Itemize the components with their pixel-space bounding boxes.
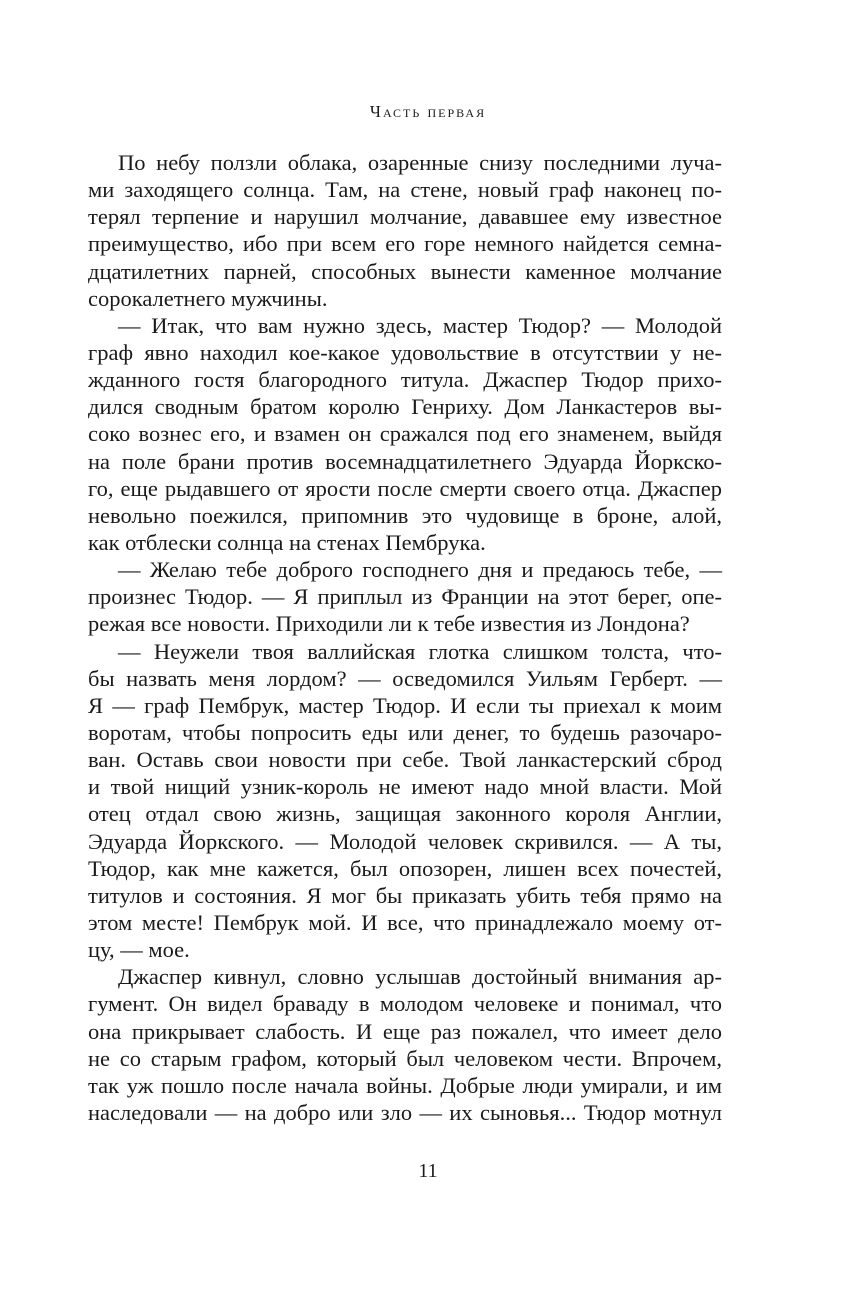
text-line: бы назвать меня лордом? — осведомился Уильям Герберт. — xyxy=(88,665,722,691)
text-line: этом месте! Пембрук мой. И все, что принадлежало моему от- xyxy=(88,909,722,935)
text-line: граф явно находил кое-какое удовольствие в отсутствии у не- xyxy=(88,339,722,365)
text-line: Тюдор, как мне кажется, был опозорен, лишен всех почестей, xyxy=(88,855,722,881)
text-line: го, еще рыдавшего от ярости после смерти своего отца. Джаспер xyxy=(88,475,722,501)
running-head: Часть первая xyxy=(369,102,487,121)
text-line: как отблески солнца на стенах Пембрука. xyxy=(88,529,486,555)
text-line: отец отдал свою жизнь, защищая законного короля Англии, xyxy=(88,801,722,827)
text-line: цу, — мое. xyxy=(88,937,190,963)
text-line: дцатилетних парней, способных вынести каменное молчание xyxy=(88,258,722,284)
text-line: произнес Тюдор. — Я приплыл из Франции на этот берег, опе- xyxy=(88,584,722,610)
text-line: Я — граф Пембрук, мастер Тюдор. И если ты приехал к моим xyxy=(88,692,722,718)
text-line: — Итак, что вам нужно здесь, мастер Тюдор? — Молодой xyxy=(118,312,722,338)
text-line: сорокалетнего мужчины. xyxy=(88,285,328,311)
text-line: преимущество, ибо при всем его горе немного найдется семна- xyxy=(88,231,722,257)
text-line: титулов и состояния. Я мог бы приказать убить тебя прямо на xyxy=(88,882,722,908)
text-line: не со старым графом, который был человеком чести. Впрочем, xyxy=(88,1045,722,1071)
text-line: Джаспер кивнул, словно услышав достойный внимания ар- xyxy=(118,964,722,990)
page-number: 11 xyxy=(418,1160,438,1182)
text-line: — Неужели твоя валлийская глотка слишком толста, что- xyxy=(118,638,722,664)
text-line: она прикрывает слабость. И еще раз пожалел, что имеет дело xyxy=(88,1018,722,1044)
text-line: наследовали — на добро или зло — их сыновья... Тюдор мотнул xyxy=(88,1099,722,1125)
text-line: дился сводным братом королю Генриху. Дом Ланкастеров вы- xyxy=(88,394,722,420)
text-line: соко вознес его, и взамен он сражался под его знаменем, выйдя xyxy=(88,421,722,447)
text-line: ван. Оставь свои новости при себе. Твой ланкастерский сброд xyxy=(88,747,722,773)
text-line: невольно поежился, припомнив это чудовище в броне, алой, xyxy=(88,502,722,528)
text-line: Эдуарда Йоркского. — Молодой человек скривился. — А ты, xyxy=(88,828,722,854)
text-line: ми заходящего солнца. Там, на стене, новый граф наконец по- xyxy=(88,177,722,203)
text-line: режая все новости. Приходили ли к тебе известия из Лондона? xyxy=(88,611,690,637)
text-line: — Желаю тебе доброго господнего дня и предаюсь тебе, — xyxy=(118,557,722,583)
text-line: По небу ползли облака, озаренные снизу последними луча- xyxy=(118,150,722,175)
text-line: так уж пошло после начала войны. Добрые люди умирали, и им xyxy=(88,1072,722,1098)
text-line: жданного гостя благородного титула. Джаспер Тюдор прихо- xyxy=(88,367,722,393)
body-text xyxy=(88,149,722,1126)
text-line: терял терпение и нарушил молчание, дававшее ему известное xyxy=(88,204,722,230)
text-line: воротам, чтобы попросить еды или денег, то будешь разочаро- xyxy=(88,719,722,745)
text-line: на поле брани против восемнадцатилетнего Эдуарда Йоркско- xyxy=(88,448,722,474)
text-line: и твой нищий узник-король не имеют надо мной власти. Мой xyxy=(88,774,722,800)
text-line: гумент. Он видел браваду в молодом человеке и понимал, что xyxy=(88,991,722,1017)
